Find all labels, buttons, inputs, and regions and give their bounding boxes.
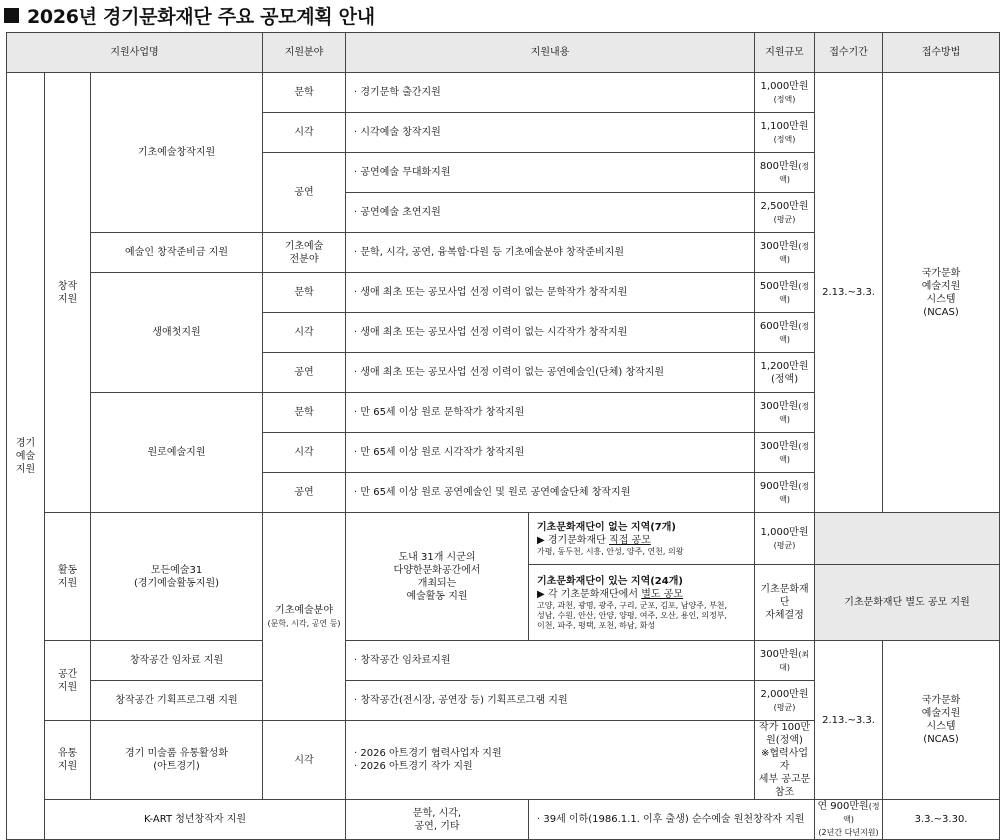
- field-visual: 시각: [263, 721, 346, 800]
- header-method: 접수방법: [883, 33, 1000, 73]
- field-performance: 공연: [263, 353, 346, 393]
- amount-cell: 1,100만원(정액): [755, 113, 815, 153]
- table-row: [7, 641, 1000, 681]
- table-row: [7, 513, 1000, 565]
- content-cell: · 시각예술 창작지원: [346, 113, 755, 153]
- field-performance: 공연: [263, 473, 346, 513]
- content-cell: · 생애 최초 또는 공모사업 선정 이력이 없는 문학작가 창작지원: [346, 273, 755, 313]
- field-visual: 시각: [263, 113, 346, 153]
- field-basic-all: 기초예술 전분야: [263, 233, 346, 273]
- header-period: 접수기간: [815, 33, 883, 73]
- amount-cell: 500만원(정액): [755, 273, 815, 313]
- content-cell: · 만 65세 이상 원로 문학작가 창작지원: [346, 393, 755, 433]
- header-field: 지원분야: [263, 33, 346, 73]
- content-cell: · 만 65세 이상 원로 시각작가 창작지원: [346, 433, 755, 473]
- gray-empty-cell: [815, 513, 1000, 565]
- method-ncas-2: 국가문화 예술지원 시스템 (NCAS): [883, 641, 1000, 800]
- amount-cell: 1,200만원(정액): [755, 353, 815, 393]
- content-cell: · 문학, 시각, 공연, 융복합·다원 등 기초예술분야 창작준비지원: [346, 233, 755, 273]
- content-cell: · 경기문학 출간지원: [346, 73, 755, 113]
- table-header-row: [7, 33, 1000, 73]
- content-no-foundation: 기초문화재단이 없는 지역(7개) ▶ 경기문화재단 직접 공모 가평, 동두천, 시흥, 안성, 양주, 연천, 의왕: [529, 513, 755, 565]
- program-first-life: 생애첫지원: [91, 273, 263, 393]
- field-literature: 문학: [263, 273, 346, 313]
- field-performance: 공연: [263, 153, 346, 233]
- separate-call-note: 기초문화재단 별도 공모 지원: [815, 565, 1000, 641]
- page-title: [0, 0, 1000, 30]
- header-amount: 지원규모: [755, 33, 815, 73]
- method-ncas-1: 국가문화 예술지원 시스템 (NCAS): [883, 73, 1000, 513]
- amount-cell: 800만원(정액): [755, 153, 815, 193]
- field-visual: 시각: [263, 433, 346, 473]
- program-elder: 원로예술지원: [91, 393, 263, 513]
- announcement-table: [6, 32, 1000, 840]
- amount-cell: 연 900만원(정액) (2년간 다년지원): [815, 800, 883, 840]
- subgroup-activity: 활동 지원: [45, 513, 91, 641]
- table-row: [7, 73, 1000, 113]
- amount-cell: 1,000만원(평균): [755, 513, 815, 565]
- amount-cell: 기초문화재단 자체결정: [755, 565, 815, 641]
- subgroup-space: 공간 지원: [45, 641, 91, 721]
- content-cell: · 공연예술 초연지원: [346, 193, 755, 233]
- amount-cell: 300만원(최대): [755, 641, 815, 681]
- amount-cell: 300만원(정액): [755, 393, 815, 433]
- content-cell: · 공연예술 무대화지원: [346, 153, 755, 193]
- amount-cell: 300만원(정액): [755, 433, 815, 473]
- program-art-gyeonggi: 경기 미술품 유통활성화 (아트경기): [91, 721, 263, 800]
- field-literature: 문학: [263, 73, 346, 113]
- program-basic-art: 기초예술창작지원: [91, 73, 263, 233]
- amount-cell: 300만원(정액): [755, 233, 815, 273]
- program-kart: K-ART 청년창작자 지원: [45, 800, 346, 840]
- amount-cell: 900만원(정액): [755, 473, 815, 513]
- page-title-text: 2026년 경기문화재단 주요 공모계획 안내: [27, 5, 375, 28]
- subgroup-creation: 창작 지원: [45, 73, 91, 513]
- period-cell-2: 2.13.~3.3.: [815, 641, 883, 800]
- header-content: 지원내용: [346, 33, 755, 73]
- amount-cell: 600만원(정액): [755, 313, 815, 353]
- program-rent: 창작공간 임차료 지원: [91, 641, 263, 681]
- content-cell: · 2026 아트경기 협력사업자 지원 · 2026 아트경기 작가 지원: [346, 721, 755, 800]
- square-bullet-icon: [4, 8, 19, 23]
- field-kart: 문학, 시각, 공연, 기타: [346, 800, 529, 840]
- amount-cell: 작가 100만원(정액) ※협력사업자 세부 공고문 참조: [755, 721, 815, 800]
- content-cell: · 만 65세 이상 원로 공연예술인 및 원로 공연예술단체 창작지원: [346, 473, 755, 513]
- field-literature: 문학: [263, 393, 346, 433]
- field-basic-art: 기초예술분야 (문학, 시각, 공연 등): [263, 513, 346, 721]
- group-gyeonggi-art: 경기 예술 지원: [7, 73, 45, 840]
- field-visual: 시각: [263, 313, 346, 353]
- program-prep-fund: 예술인 창작준비금 지원: [91, 233, 263, 273]
- table-row: [7, 800, 1000, 840]
- program-plan: 창작공간 기획프로그램 지원: [91, 681, 263, 721]
- amount-cell: 1,000만원(정액): [755, 73, 815, 113]
- amount-cell: 2,000만원(평균): [755, 681, 815, 721]
- content-cell: · 39세 이하(1986.1.1. 이후 출생) 순수예술 원천창작자 지원: [529, 800, 815, 840]
- amount-cell: 2,500만원(평균): [755, 193, 815, 233]
- header-program: 지원사업명: [7, 33, 263, 73]
- content-cell: · 생애 최초 또는 공모사업 선정 이력이 없는 시각작가 창작지원: [346, 313, 755, 353]
- content-activity-summary: 도내 31개 시군의 다양한문화공간에서 개최되는 예술활동 지원: [346, 513, 529, 641]
- content-cell: · 창작공간(전시장, 공연장 등) 기획프로그램 지원: [346, 681, 755, 721]
- content-has-foundation: 기초문화재단이 있는 지역(24개) ▶ 각 기초문화재단에서 별도 공모 고양, 과천, 광명, 광주, 구리, 군포, 김포, 남양주, 부천, 성남, 수원, 안산, 안양, 양평, 여주, 오산, 용인, 의정부, 이천, 파주, 평택, 포천, 하남, 화성: [529, 565, 755, 641]
- subgroup-distribution: 유통 지원: [45, 721, 91, 800]
- content-cell: · 창작공간 임차료지원: [346, 641, 755, 681]
- program-all-art-31: 모든예술31 (경기예술활동지원): [91, 513, 263, 641]
- content-cell: · 생애 최초 또는 공모사업 선정 이력이 없는 공연예술인(단체) 창작지원: [346, 353, 755, 393]
- period-cell-3: 3.3.~3.30.: [883, 800, 1000, 840]
- period-cell-1: 2.13.~3.3.: [815, 73, 883, 513]
